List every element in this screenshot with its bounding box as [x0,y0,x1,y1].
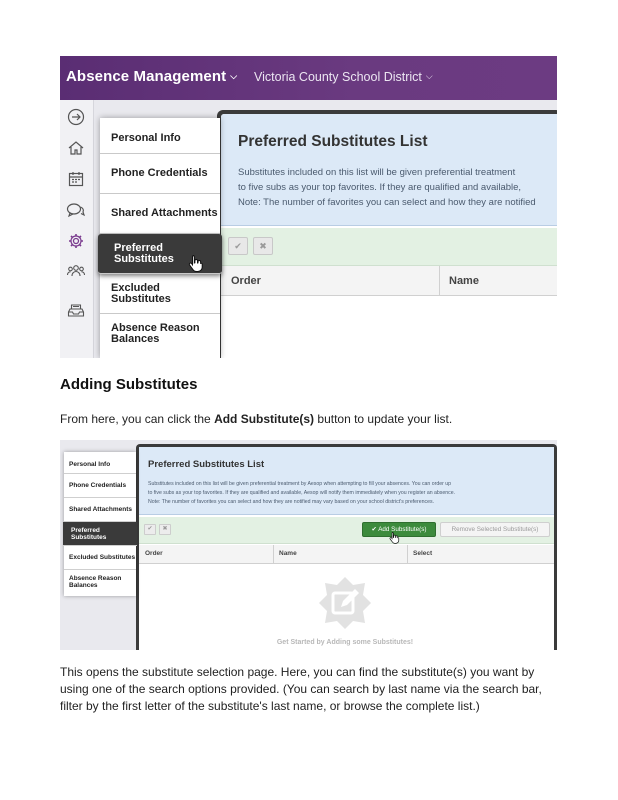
column-order[interactable]: Order [145,550,163,557]
preferred-substitutes-window [136,444,557,650]
nav-absence-reason-balances[interactable]: Absence Reason Balances [69,575,122,589]
preferred-substitutes-window [217,110,557,358]
hand-cursor-icon [188,254,204,272]
home-icon[interactable] [65,137,87,159]
description-line: Substitutes included on this list will be given preferential treatment by Aesop when attempting to fill your absences. You can order up [148,481,452,487]
nav-shared-attachments[interactable]: Shared Attachments [100,194,220,234]
description-line: Note: The number of favorites you can select and how they are notified [238,197,536,208]
panel-header [221,114,557,226]
action-bar [221,228,557,266]
nav-excluded-substitutes[interactable]: Excluded Substitutes [64,546,136,570]
close-icon[interactable]: ✖ [253,237,273,255]
column-name[interactable]: Name [449,275,479,287]
nav-excluded-substitutes[interactable]: Excluded Substitutes [100,274,220,314]
hand-cursor-icon [389,531,400,544]
calendar-icon[interactable] [65,168,87,190]
column-select[interactable]: Select [413,550,433,557]
nav-preferred-substitutes[interactable]: Preferred Substitutes [63,522,137,546]
nav-absence-reason-balances[interactable]: Absence Reason Balances [111,322,200,345]
column-divider [273,545,274,564]
settings-nav [64,452,136,596]
district-name: Victoria County School District [254,70,422,84]
arrow-circle-icon[interactable] [65,106,87,128]
district-menu[interactable] [254,70,433,84]
gear-icon[interactable] [65,230,87,252]
remove-selected-button[interactable]: Remove Selected Substitute(s) [440,522,550,537]
section-heading: Adding Substitutes [60,376,198,393]
screenshot-absence-management [60,56,557,358]
nav-shared-attachments[interactable]: Shared Attachments [64,498,136,522]
panel-header [139,447,554,515]
action-bar [139,517,554,544]
page-title: Preferred Substitutes List [238,133,428,150]
nav-personal-info[interactable]: Personal Info [64,456,136,474]
description-line: Substitutes included on this list will be given preferential treatment [238,167,516,178]
panel-description [148,480,552,507]
description-line: to five subs as your top favorites. If they are qualified and available, Aesop will notify them immediately when you register an absence. [148,490,456,496]
column-divider [407,545,408,564]
page-title: Preferred Substitutes List [148,459,265,470]
table-header [139,545,554,564]
description-line: to five subs as your top favorites. If they are qualified and available, [238,182,522,193]
screenshot-add-substitutes [60,440,557,650]
app-menu[interactable] [66,68,237,85]
add-substitutes-button[interactable]: ✔ Add Substitute(s) [362,522,436,537]
add-substitutes-label: Add Substitute(s) [378,526,427,533]
intro-text-end: button to update your list. [314,412,453,426]
inbox-stack-icon[interactable] [65,299,87,321]
nav-personal-info[interactable]: Personal Info [100,124,220,154]
icon-rail [60,100,94,358]
description-line: Note: The number of favorites you can select and how they are notified may vary based on your school district's preferences. [148,499,435,505]
chat-icon[interactable] [65,199,87,221]
panel-description [238,165,557,210]
body-paragraph: This opens the substitute selection page. Here, you can find the substitute(s) you want by using one of the search options provided. (You can search by last name via the search bar, filter by the first letter of the substitute's last name, or browse the complete list.) [60,665,542,713]
empty-state-text: Get Started by Adding some Substitutes! [276,639,414,646]
close-icon[interactable]: ✖ [159,524,171,535]
check-icon[interactable]: ✔ [228,237,248,255]
settings-nav [100,118,220,358]
chevron-down-icon: ⌵ [425,71,433,81]
column-name[interactable]: Name [279,550,297,557]
nav-phone-credentials[interactable]: Phone Credentials [64,474,136,498]
top-bar [60,56,557,100]
table-header [221,266,557,296]
check-icon[interactable]: ✔ [144,524,156,535]
intro-bold-text: Add Substitute(s) [214,412,315,426]
nav-preferred-substitutes[interactable]: Preferred Substitutes [98,234,222,274]
app-title: Absence Management [66,68,227,85]
nav-phone-credentials[interactable]: Phone Credentials [100,154,220,194]
edit-icon [317,575,373,631]
users-icon[interactable] [65,260,87,282]
chevron-down-icon: ⌵ [230,71,238,81]
column-divider [439,266,440,296]
intro-text: From here, you can click the [60,412,215,426]
column-order[interactable]: Order [231,275,261,287]
intro-paragraph [60,412,452,426]
